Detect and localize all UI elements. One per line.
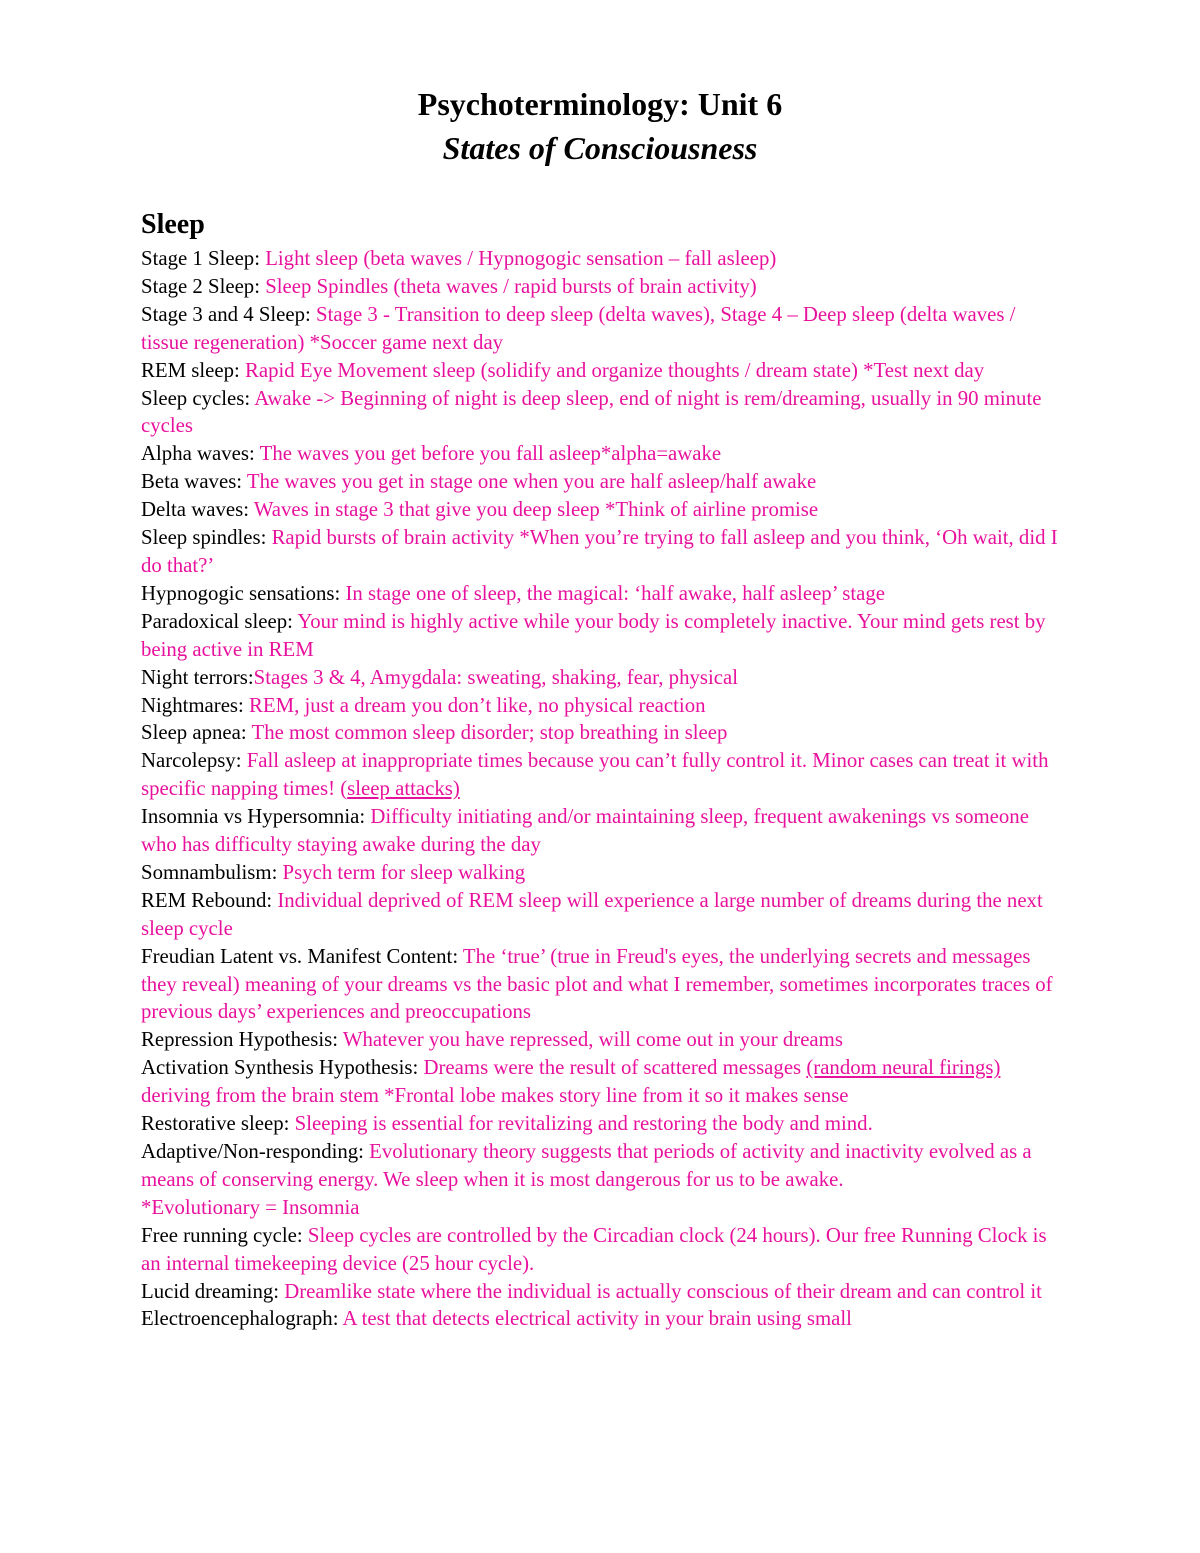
entry-term: Night terrors: (141, 665, 254, 689)
glossary-entries (141, 245, 1066, 1333)
entry-definition: A test that detects electrical activity in your brain using small (342, 1307, 852, 1331)
glossary-entry (141, 385, 1066, 441)
entry-term: Lucid dreaming: (141, 1279, 285, 1303)
glossary-entry (141, 1278, 1066, 1306)
glossary-entry (141, 859, 1066, 887)
glossary-entry (141, 747, 1066, 803)
entry-term: Nightmares: (141, 693, 250, 717)
glossary-entry (141, 468, 1066, 496)
entry-term: Stage 1 Sleep: (141, 247, 266, 270)
section-heading-sleep: Sleep (141, 209, 205, 240)
entry-definition: Light sleep (beta waves / Hypnogogic sensation – fall asleep) (265, 247, 777, 270)
entry-definition: Awake -> Beginning of night is deep sleep, end of night is rem/dreaming, usually in 90 minute cycles (141, 386, 1042, 438)
entry-term: Sleep spindles: (141, 526, 272, 550)
glossary-entry (141, 943, 1066, 1027)
entry-definition: Dreamlike state where the individual is actually conscious of their dream and can control it (284, 1279, 1042, 1303)
entry-definition: Waves in stage 3 that give you deep sleep *Think of airline promise (253, 498, 819, 522)
entry-term: Free running cycle: (141, 1223, 308, 1247)
entry-term: Beta waves: (141, 470, 247, 494)
entry-definition: Sleep cycles are controlled by the Circadian clock (24 hours). Our free Running Clock is an internal timekeeping device (25 hour cycle). (141, 1223, 1047, 1275)
glossary-entry (141, 1138, 1066, 1194)
glossary-entry (141, 273, 1066, 301)
glossary-entry (141, 1194, 1066, 1222)
entry-definition: The ‘true’ (true in Freud's eyes, the underlying secrets and messages they reveal) meaning of your dreams vs the basic plot and what I remember, sometimes incorporates traces of previous days’ experiences and preoccupations (141, 944, 1053, 1024)
entry-term: Restorative sleep: (141, 1112, 295, 1136)
entry-term: Sleep apnea: (141, 721, 252, 745)
entry-definition: The waves you get before you fall asleep*alpha=awake (259, 442, 722, 466)
glossary-entry (141, 1305, 1066, 1333)
glossary-entry (141, 357, 1066, 385)
entry-definition: Your mind is highly active while your body is completely inactive. Your mind gets rest by being active in REM (141, 609, 1046, 661)
entry-definition-continued: deriving from the brain stem *Frontal lobe makes story line from it so it makes sense (141, 1084, 849, 1108)
entry-term: Adaptive/Non-responding: (141, 1140, 370, 1163)
glossary-entry (141, 1222, 1066, 1278)
entry-definition: Sleep Spindles (theta waves / rapid bursts of brain activity) (265, 274, 757, 298)
entry-definition: *Evolutionary = Insomnia (141, 1195, 360, 1219)
glossary-entry (141, 803, 1066, 859)
entry-definition: Rapid Eye Movement sleep (solidify and organize thoughts / dream state) *Test next day (244, 358, 985, 382)
entry-definition: Rapid bursts of brain activity *When you’re trying to fall asleep and you think, ‘Oh wait, did I do that?’ (141, 526, 1058, 577)
glossary-entry (141, 580, 1066, 608)
entry-definition: REM, just a dream you don’t like, no physical reaction (249, 693, 706, 717)
entry-term: REM Rebound: (141, 888, 278, 912)
glossary-entry (141, 496, 1066, 524)
entry-term: Hypnogogic sensations: (141, 581, 346, 605)
entry-term: Somnambulism: (141, 860, 283, 884)
entry-term: Insomnia vs Hypersomnia: (141, 805, 371, 829)
entry-term: REM sleep: (141, 358, 245, 382)
glossary-entry (141, 524, 1066, 580)
entry-definition: The most common sleep disorder; stop breathing in sleep (251, 721, 728, 745)
entry-definition: Fall asleep at inappropriate times because you can’t fully control it. Minor cases can treat it with specific napping times! ( (141, 749, 1049, 801)
entry-definition: Individual deprived of REM sleep will experience a large number of dreams during the next sleep cycle (141, 888, 1043, 940)
glossary-entry (141, 245, 1066, 273)
entry-definition: The waves you get in stage one when you are half asleep/half awake (246, 470, 817, 494)
entry-definition: Stages 3 & 4, Amygdala: sweating, shaking, fear, physical (253, 665, 738, 689)
entry-definition: Stage 3 - Transition to deep sleep (delta waves), Stage 4 – Deep sleep (delta waves / tissue regeneration) *Soccer game next day (141, 302, 1016, 354)
entry-term: Electroencephalograph: (141, 1307, 343, 1331)
entry-definition-underlined: sleep attacks) (347, 777, 460, 801)
glossary-entry (141, 1026, 1066, 1054)
glossary-entry (141, 719, 1066, 747)
glossary-entry (141, 692, 1066, 720)
entry-definition: In stage one of sleep, the magical: ‘half awake, half asleep’ stage (345, 581, 886, 605)
entry-definition: Sleeping is essential for revitalizing and restoring the body and mind. (294, 1112, 873, 1136)
entry-term: Narcolepsy: (141, 749, 247, 773)
document-subtitle: States of Consciousness (442, 130, 758, 166)
entry-term: Stage 2 Sleep: (141, 274, 266, 298)
glossary-entry (141, 1054, 1066, 1110)
entry-term: Delta waves: (141, 498, 254, 522)
glossary-entry (141, 664, 1066, 692)
entry-definition: Whatever you have repressed, will come out in your dreams (342, 1028, 843, 1052)
entry-term: Repression Hypothesis: (141, 1028, 343, 1052)
entry-definition: Evolutionary theory suggests that periods of activity and inactivity evolved as a means of conserving energy. We sleep when it is most dangerous for us to be awake. (141, 1140, 1032, 1191)
entry-term: Stage 3 and 4 Sleep: (141, 302, 317, 326)
entry-term: Alpha waves: (141, 442, 260, 466)
entry-definition: Psych term for sleep walking (282, 860, 526, 884)
entry-definition-underlined: (random neural firings) (806, 1056, 1001, 1080)
entry-term: Freudian Latent vs. Manifest Content: (141, 944, 463, 968)
glossary-entry (141, 887, 1066, 943)
glossary-entry (141, 440, 1066, 468)
glossary-entry (141, 1110, 1066, 1138)
entry-term: Sleep cycles: (141, 386, 255, 410)
entry-term: Paradoxical sleep: (141, 609, 298, 633)
entry-definition: Difficulty initiating and/or maintaining sleep, frequent awakenings vs someone who has difficulty staying awake during the day (141, 805, 1029, 857)
entry-definition: Dreams were the result of scattered messages (423, 1056, 807, 1080)
glossary-entry (141, 301, 1066, 357)
entry-term: Activation Synthesis Hypothesis: (141, 1056, 424, 1080)
glossary-entry (141, 608, 1066, 664)
document-title: Psychoterminology: Unit 6 (417, 86, 783, 122)
